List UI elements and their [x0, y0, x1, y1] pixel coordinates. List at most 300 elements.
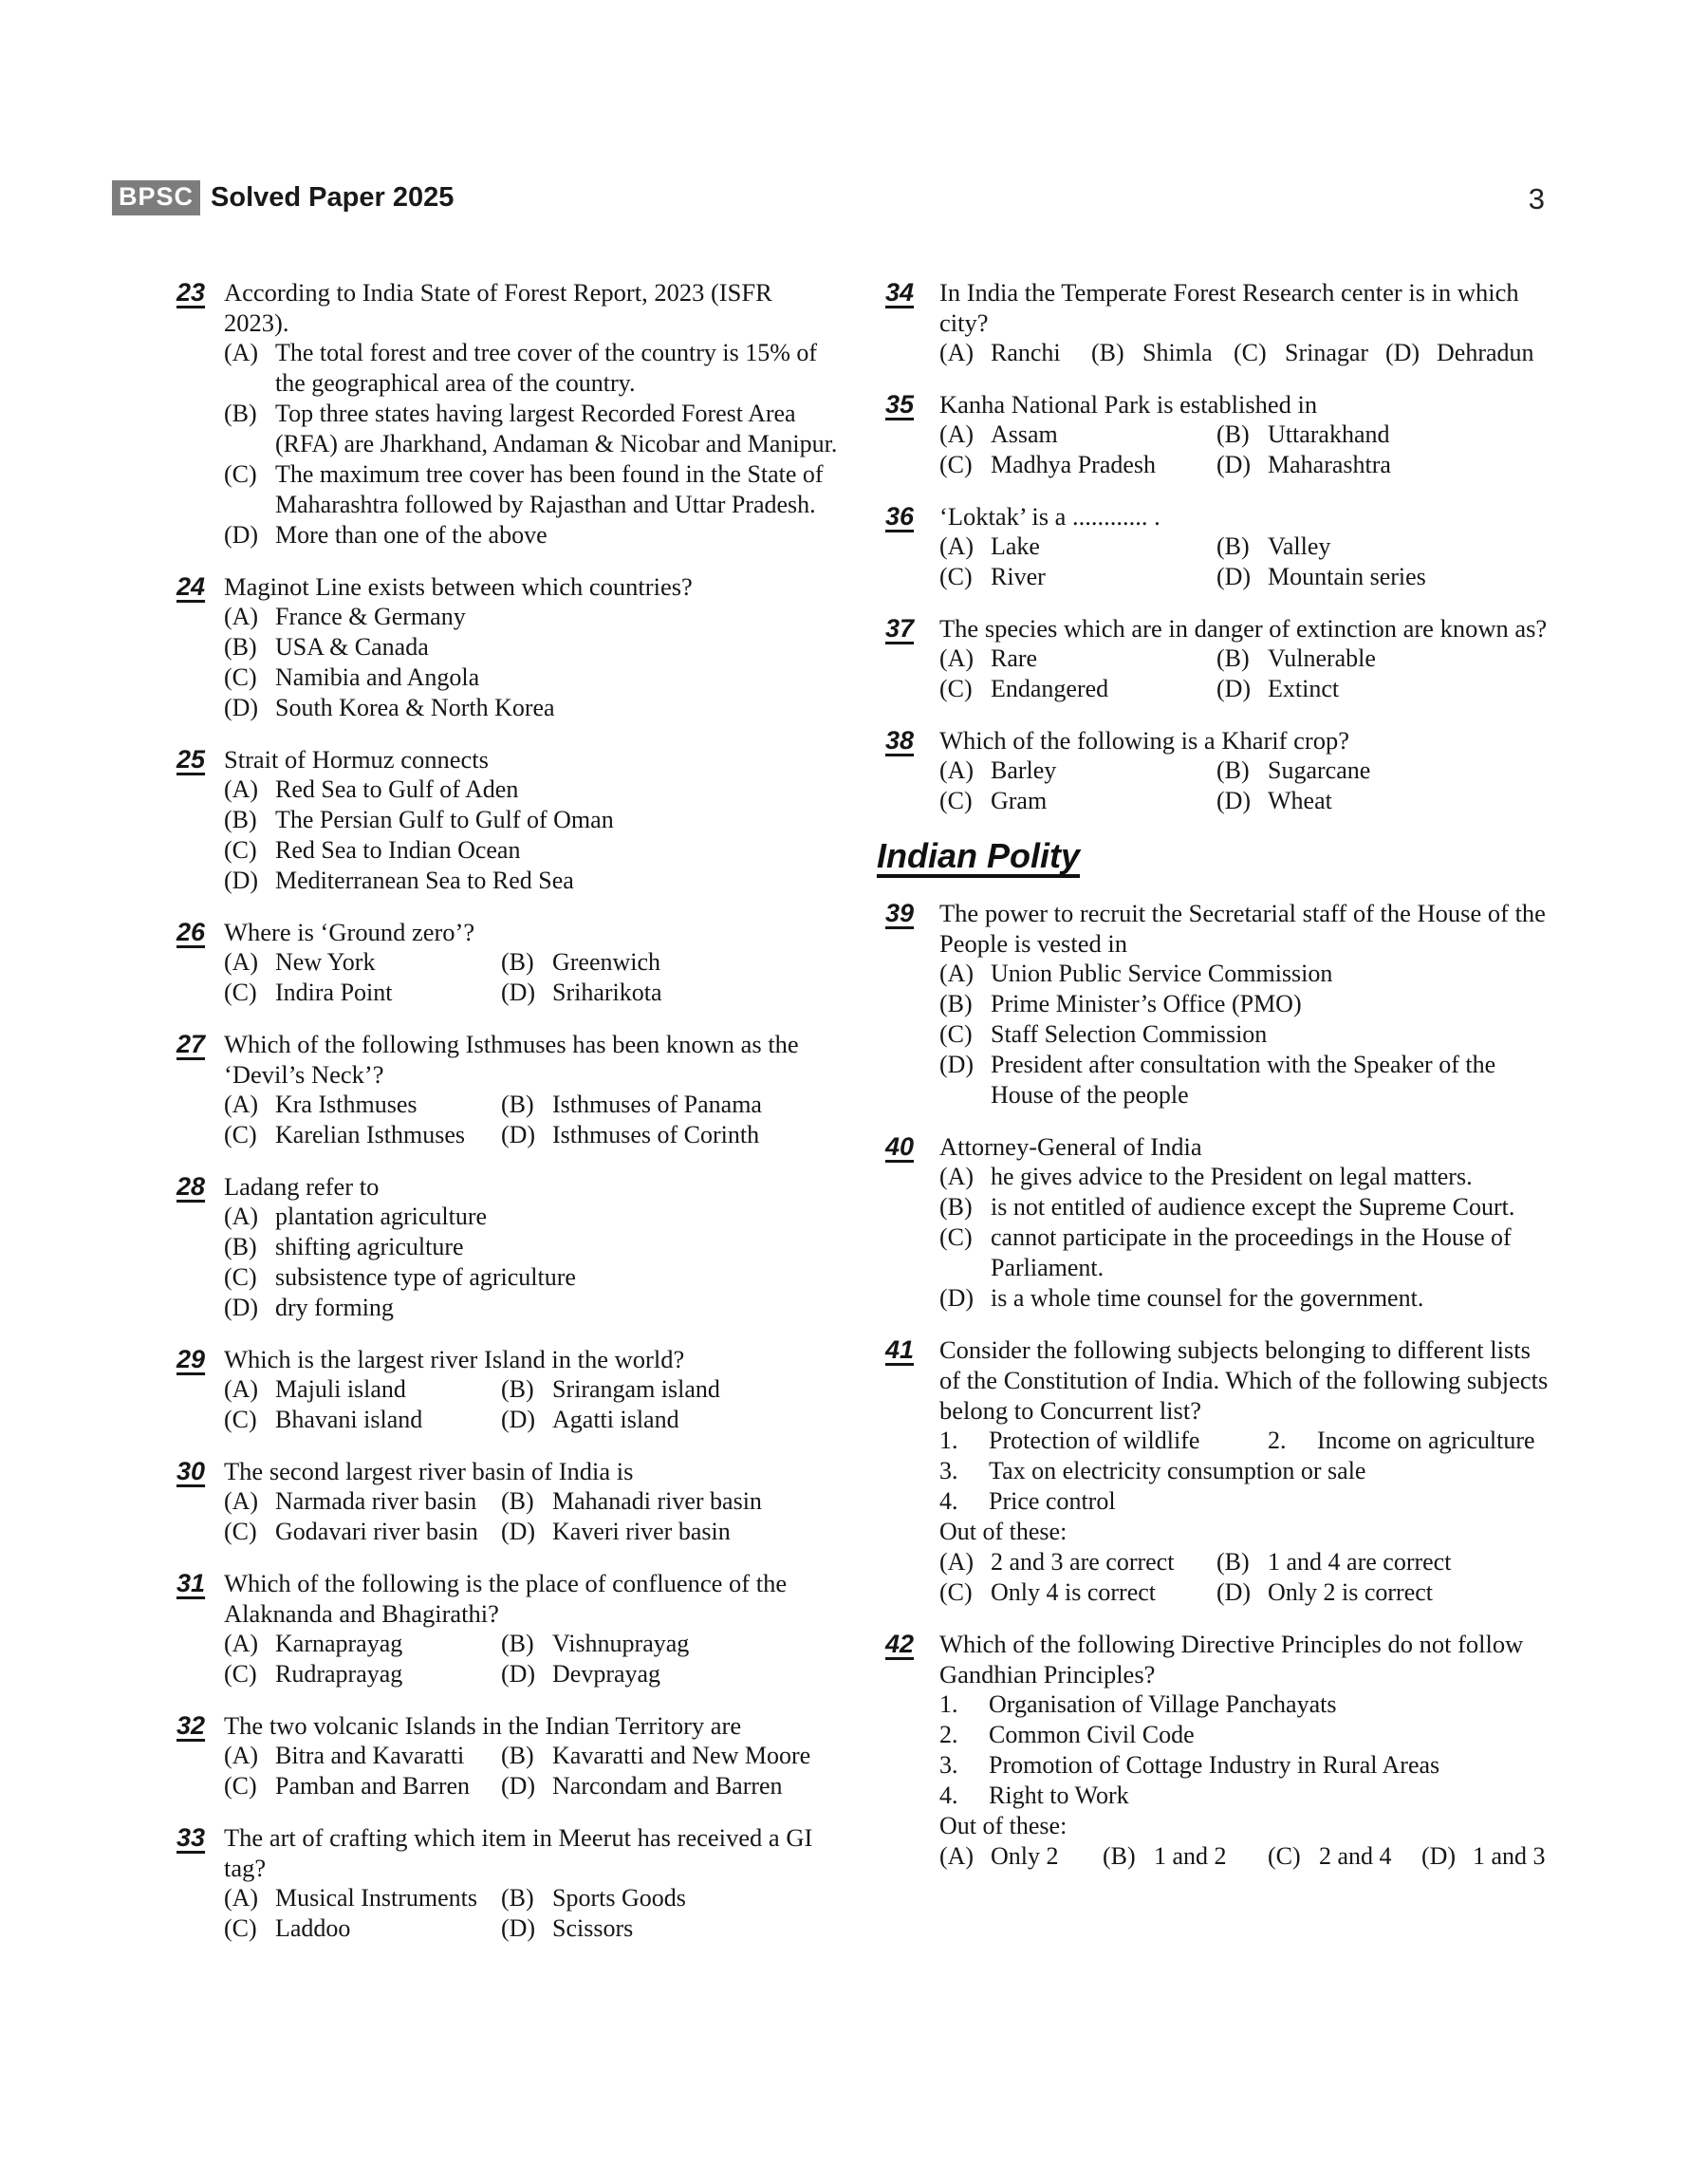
- option-text: Sports Goods: [552, 1884, 686, 1912]
- option-label: (A): [939, 420, 975, 448]
- option-text: Kaveri river basin: [552, 1518, 731, 1545]
- question-text: Kanha National Park is established in: [939, 390, 1318, 419]
- option-A: [939, 420, 1216, 450]
- option-text: Srinagar: [1285, 339, 1369, 366]
- option-label: (A): [939, 1842, 975, 1870]
- option-label: (C): [939, 451, 973, 478]
- option-text: 2 and 4: [1319, 1842, 1392, 1870]
- list-item-text: Promotion of Cottage Industry in Rural Areas: [989, 1751, 1440, 1779]
- option-label: (B): [1216, 532, 1250, 560]
- options: [224, 774, 841, 896]
- option-text: plantation agriculture: [275, 1203, 488, 1230]
- options: [224, 947, 841, 1008]
- question-number: 36: [885, 502, 915, 531]
- question-body: [224, 1171, 841, 1323]
- option-D: [1216, 674, 1555, 704]
- question-text: ‘Loktak’ is a ............ .: [939, 502, 1160, 531]
- option-text: Bitra and Kavaratti: [275, 1742, 465, 1769]
- list-row: [939, 1486, 1555, 1517]
- option-label: (A): [224, 1742, 259, 1769]
- option-label: (C): [224, 460, 257, 488]
- option-text: Rudraprayag: [275, 1660, 403, 1688]
- option-A: [224, 1741, 501, 1771]
- page-header: [112, 180, 454, 215]
- option-text: Kavaratti and New Moore: [552, 1742, 811, 1769]
- option-A: [224, 1202, 841, 1232]
- question-text: Which of the following is a Kharif crop?: [939, 726, 1349, 755]
- option-text: Wheat: [1268, 787, 1332, 814]
- option-text: Devprayag: [552, 1660, 661, 1688]
- option-text: Kra Isthmuses: [275, 1091, 418, 1118]
- option-B: [1216, 420, 1555, 450]
- option-text: Dehradun: [1437, 339, 1534, 366]
- question-body: [939, 613, 1555, 704]
- question-text: Strait of Hormuz connects: [224, 745, 489, 774]
- option-text: Isthmuses of Corinth: [552, 1121, 760, 1148]
- list-row: [939, 1426, 1555, 1456]
- question-35: [885, 389, 1555, 480]
- option-label: (B): [1216, 420, 1250, 448]
- question-text: Consider the following subjects belonging to different lists of the Constitution of India. Which of the following subjects belong to Concurrent list?: [939, 1335, 1549, 1425]
- question-36: [885, 501, 1555, 592]
- option-text: New York: [275, 948, 376, 976]
- option-label: (B): [501, 948, 534, 976]
- option-text: Laddoo: [275, 1914, 351, 1942]
- option-D: [501, 1913, 841, 1944]
- option-text: USA & Canada: [275, 633, 429, 661]
- option-C: [224, 1771, 501, 1801]
- option-text: Ranchi: [991, 339, 1061, 366]
- option-A: [939, 338, 1091, 368]
- option-text: Red Sea to Gulf of Aden: [275, 775, 519, 803]
- option-text: cannot participate in the proceedings in the House of Parliament.: [991, 1223, 1512, 1281]
- options: [939, 756, 1555, 816]
- option-D: [939, 1050, 1555, 1110]
- option-label: (A): [939, 644, 975, 672]
- option-label: (C): [939, 787, 973, 814]
- question-text: According to India State of Forest Report, 2023 (ISFR 2023).: [224, 278, 772, 337]
- option-B: [224, 1232, 841, 1262]
- question-body: [224, 1710, 841, 1801]
- option-label: (D): [501, 1660, 536, 1688]
- option-label: (D): [224, 694, 259, 721]
- option-label: (B): [1091, 339, 1124, 366]
- option-C: [224, 1120, 501, 1150]
- question-number: 27: [176, 1030, 206, 1058]
- option-A: [939, 959, 1555, 989]
- question-38: [885, 725, 1555, 816]
- option-label: (B): [224, 1233, 257, 1260]
- question-39: [885, 898, 1555, 1110]
- option-text: Mediterranean Sea to Red Sea: [275, 867, 574, 894]
- question-42: [885, 1629, 1555, 1872]
- bpsc-badge: BPSC: [112, 180, 200, 215]
- option-label: (B): [501, 1884, 534, 1912]
- option-B: [501, 1374, 841, 1405]
- list-item-number: 3.: [939, 1457, 958, 1484]
- question-27: [176, 1029, 841, 1150]
- option-D: [224, 866, 841, 896]
- option-A: [224, 1629, 501, 1659]
- option-D: [224, 1293, 841, 1323]
- option-text: 1 and 3: [1473, 1842, 1546, 1870]
- question-number: 26: [176, 918, 206, 946]
- option-A: [224, 338, 841, 399]
- question-number: 42: [885, 1630, 915, 1658]
- option-text: Mahanadi river basin: [552, 1487, 762, 1515]
- options: [224, 1090, 841, 1150]
- option-label: (A): [224, 1487, 259, 1515]
- option-C: [224, 1913, 501, 1944]
- list-item-text: Organisation of Village Panchayats: [989, 1690, 1337, 1718]
- option-label: (D): [501, 1914, 536, 1942]
- option-text: Bhavani island: [275, 1406, 423, 1433]
- option-text: 1 and 4 are correct: [1268, 1548, 1452, 1576]
- option-label: (D): [1216, 563, 1252, 590]
- option-C: [939, 1019, 1555, 1050]
- question-40: [885, 1131, 1555, 1314]
- question-number: 32: [176, 1711, 206, 1740]
- option-text: Only 4 is correct: [991, 1578, 1157, 1606]
- option-C: [939, 786, 1216, 816]
- question-25: [176, 744, 841, 896]
- option-label: (C): [224, 836, 257, 864]
- list-item-number: 4.: [939, 1487, 958, 1515]
- option-text: Musical Instruments: [275, 1884, 478, 1912]
- question-33: [176, 1822, 841, 1944]
- option-D: [224, 520, 841, 550]
- option-A: [224, 947, 501, 978]
- option-label: (A): [224, 339, 259, 366]
- options: [224, 1883, 841, 1944]
- option-label: (B): [1216, 756, 1250, 784]
- option-text: Assam: [991, 420, 1058, 448]
- list-item-number: 1.: [939, 1690, 958, 1718]
- option-D: [501, 1771, 841, 1801]
- option-label: (B): [501, 1375, 534, 1403]
- options: [224, 602, 841, 723]
- option-text: dry forming: [275, 1294, 394, 1321]
- list-item-text: Tax on electricity consumption or sale: [989, 1457, 1366, 1484]
- option-label: (C): [224, 1660, 257, 1688]
- option-text: Isthmuses of Panama: [552, 1091, 762, 1118]
- option-label: (D): [501, 979, 536, 1006]
- question-number: 41: [885, 1335, 915, 1364]
- option-D: [501, 1405, 841, 1435]
- option-C: [224, 662, 841, 693]
- option-label: (D): [1216, 1578, 1252, 1606]
- option-A: [224, 1486, 501, 1517]
- option-label: (D): [501, 1121, 536, 1148]
- list-item: [939, 1720, 1555, 1750]
- option-label: (A): [939, 756, 975, 784]
- option-text: Pamban and Barren: [275, 1772, 471, 1800]
- list-row: [939, 1689, 1555, 1720]
- option-C: [939, 1222, 1555, 1283]
- option-C: [1234, 338, 1385, 368]
- options: [939, 1841, 1555, 1872]
- question-body: [939, 501, 1555, 592]
- option-text: Uttarakhand: [1268, 420, 1390, 448]
- question-body: [224, 277, 841, 550]
- section-heading: Indian Polity: [877, 836, 1081, 875]
- option-label: (B): [224, 806, 257, 833]
- list-item-number: 4.: [939, 1782, 958, 1809]
- question-text: Which of the following Directive Principles do not follow Gandhian Principles?: [939, 1630, 1524, 1689]
- option-B: [1216, 644, 1555, 674]
- option-B: [224, 632, 841, 662]
- option-text: South Korea & North Korea: [275, 694, 555, 721]
- option-C: [224, 978, 501, 1008]
- question-text: The two volcanic Islands in the Indian Territory are: [224, 1711, 742, 1740]
- option-A: [224, 1883, 501, 1913]
- question-body: [939, 1629, 1555, 1872]
- list-item-number: 2.: [1268, 1427, 1287, 1454]
- option-label: (C): [939, 675, 973, 702]
- option-A: [224, 774, 841, 805]
- question-number: 39: [885, 899, 915, 927]
- option-B: [224, 805, 841, 835]
- question-text: Maginot Line exists between which countries?: [224, 572, 693, 601]
- question-text: The art of crafting which item in Meerut has received a GI tag?: [224, 1823, 813, 1882]
- question-text: Which of the following Isthmuses has been known as the ‘Devil’s Neck’?: [224, 1030, 799, 1089]
- list-item-text: Right to Work: [989, 1782, 1129, 1809]
- option-B: [1091, 338, 1234, 368]
- option-label: (C): [1234, 339, 1267, 366]
- option-text: Vishnuprayag: [552, 1630, 690, 1657]
- options: [224, 1202, 841, 1323]
- option-text: The maximum tree cover has been found in the State of Maharashtra followed by Rajasthan and Uttar Pradesh.: [275, 460, 824, 518]
- option-text: Godavari river basin: [275, 1518, 478, 1545]
- option-text: he gives advice to the President on legal matters.: [991, 1163, 1473, 1190]
- option-C: [224, 1262, 841, 1293]
- option-label: (B): [501, 1487, 534, 1515]
- question-37: [885, 613, 1555, 704]
- options: [224, 1374, 841, 1435]
- question-body: [939, 725, 1555, 816]
- option-B: [501, 1629, 841, 1659]
- option-text: Indira Point: [275, 979, 393, 1006]
- option-text: Madhya Pradesh: [991, 451, 1157, 478]
- option-text: shifting agriculture: [275, 1233, 464, 1260]
- column-left: [176, 277, 841, 1965]
- option-label: (A): [224, 603, 259, 630]
- question-34: [885, 277, 1555, 368]
- list-item: [939, 1486, 1555, 1517]
- options: [224, 1741, 841, 1801]
- question-text: Attorney-General of India: [939, 1132, 1202, 1161]
- question-32: [176, 1710, 841, 1801]
- option-A: [224, 602, 841, 632]
- option-label: (D): [501, 1772, 536, 1800]
- option-label: (B): [939, 990, 973, 1017]
- option-text: Karelian Isthmuses: [275, 1121, 466, 1148]
- option-C: [224, 1659, 501, 1689]
- question-body: [939, 1131, 1555, 1314]
- options: [939, 644, 1555, 704]
- option-B: [1216, 1547, 1555, 1577]
- option-C: [1268, 1841, 1421, 1872]
- question-body: [939, 389, 1555, 480]
- option-label: (D): [1421, 1842, 1457, 1870]
- question-24: [176, 571, 841, 723]
- option-label: (D): [224, 867, 259, 894]
- option-A: [939, 532, 1216, 562]
- option-text: Scissors: [552, 1914, 634, 1942]
- option-label: (C): [224, 1263, 257, 1291]
- option-B: [224, 399, 841, 459]
- option-text: President after consultation with the Speaker of the House of the people: [991, 1051, 1496, 1109]
- option-text: 2 and 3 are correct: [991, 1548, 1175, 1576]
- question-body: [224, 1029, 841, 1150]
- option-text: France & Germany: [275, 603, 466, 630]
- list-item-number: 2.: [939, 1721, 958, 1748]
- option-text: is a whole time counsel for the government.: [991, 1284, 1424, 1312]
- option-D: [1421, 1841, 1555, 1872]
- option-text: Staff Selection Commission: [991, 1020, 1268, 1048]
- option-text: Vulnerable: [1268, 644, 1376, 672]
- option-B: [939, 1192, 1555, 1222]
- list-row: [939, 1720, 1555, 1750]
- option-label: (C): [939, 1020, 973, 1048]
- question-number: 40: [885, 1132, 915, 1161]
- list-row: [939, 1456, 1555, 1486]
- option-label: (A): [939, 339, 975, 366]
- option-label: (A): [224, 1630, 259, 1657]
- option-label: (D): [1216, 787, 1252, 814]
- question-29: [176, 1344, 841, 1435]
- option-C: [939, 674, 1216, 704]
- question-text: The species which are in danger of extinction are known as?: [939, 614, 1548, 643]
- option-A: [939, 644, 1216, 674]
- option-A: [939, 1841, 1103, 1872]
- list-item-text: Protection of wildlife: [989, 1427, 1200, 1454]
- option-text: Narmada river basin: [275, 1487, 477, 1515]
- option-A: [939, 756, 1216, 786]
- options: [224, 338, 841, 550]
- page-number: 3: [1528, 182, 1545, 215]
- option-label: (C): [224, 1772, 257, 1800]
- options: [939, 420, 1555, 480]
- option-text: Valley: [1268, 532, 1331, 560]
- option-C: [939, 1577, 1216, 1608]
- question-body: [224, 744, 841, 896]
- option-D: [1216, 786, 1555, 816]
- option-label: (A): [224, 1375, 259, 1403]
- option-text: Srirangam island: [552, 1375, 720, 1403]
- option-label: (D): [501, 1406, 536, 1433]
- list-item-text: Income on agriculture: [1317, 1427, 1535, 1454]
- option-label: (A): [939, 960, 975, 987]
- question-text: The second largest river basin of India is: [224, 1457, 634, 1485]
- question-number: 28: [176, 1172, 206, 1201]
- question-body: [939, 898, 1555, 1110]
- option-text: Mountain series: [1268, 563, 1426, 590]
- paper-title: Solved Paper 2025: [211, 182, 455, 213]
- list-row: [939, 1781, 1555, 1811]
- question-body: [224, 917, 841, 1008]
- option-C: [939, 450, 1216, 480]
- option-text: Greenwich: [552, 948, 661, 976]
- options: [939, 338, 1555, 368]
- question-body: [224, 571, 841, 723]
- option-D: [501, 1517, 841, 1547]
- option-label: (A): [224, 775, 259, 803]
- option-text: Rare: [991, 644, 1038, 672]
- question-body: [224, 1456, 841, 1547]
- question-text: Which is the largest river Island in the world?: [224, 1345, 685, 1373]
- option-B: [501, 947, 841, 978]
- option-label: (A): [224, 948, 259, 976]
- question-30: [176, 1456, 841, 1547]
- list-item: [939, 1781, 1555, 1811]
- question-28: [176, 1171, 841, 1323]
- question-number: 35: [885, 390, 915, 419]
- options: [939, 532, 1555, 592]
- option-label: (D): [224, 521, 259, 549]
- list-item: [939, 1689, 1555, 1720]
- option-label: (D): [501, 1518, 536, 1545]
- option-B: [501, 1090, 841, 1120]
- option-label: (A): [939, 1163, 975, 1190]
- option-label: (C): [224, 1518, 257, 1545]
- question-number: 30: [176, 1457, 206, 1485]
- option-text: Lake: [991, 532, 1040, 560]
- option-label: (A): [939, 532, 975, 560]
- option-text: Shimla: [1142, 339, 1213, 366]
- option-text: Narcondam and Barren: [552, 1772, 783, 1800]
- option-text: subsistence type of agriculture: [275, 1263, 576, 1291]
- option-label: (D): [939, 1051, 975, 1078]
- list-item-number: 3.: [939, 1751, 958, 1779]
- option-text: Karnaprayag: [275, 1630, 403, 1657]
- option-A: [939, 1547, 1216, 1577]
- option-B: [1216, 756, 1555, 786]
- option-text: Sriharikota: [552, 979, 662, 1006]
- options: [224, 1629, 841, 1689]
- option-label: (D): [224, 1294, 259, 1321]
- option-B: [501, 1486, 841, 1517]
- option-text: Top three states having largest Recorded Forest Area (RFA) are Jharkhand, Andaman & Nicobar and Manipur.: [275, 400, 838, 457]
- option-label: (D): [1216, 675, 1252, 702]
- option-A: [939, 1162, 1555, 1192]
- option-text: Gram: [991, 787, 1048, 814]
- list-row: [939, 1750, 1555, 1781]
- option-text: The total forest and tree cover of the country is 15% of the geographical area of the country.: [275, 339, 818, 397]
- option-label: (B): [501, 1091, 534, 1118]
- option-label: (C): [939, 1578, 973, 1606]
- list-item: [939, 1750, 1555, 1781]
- question-number: 25: [176, 745, 206, 774]
- question-text: The power to recruit the Secretarial staff of the House of the People is vested in: [939, 899, 1546, 958]
- question-41: [885, 1334, 1555, 1608]
- option-text: Agatti island: [552, 1406, 679, 1433]
- option-label: (D): [1216, 451, 1252, 478]
- question-body: [224, 1822, 841, 1944]
- option-text: Only 2: [991, 1842, 1059, 1870]
- option-D: [1216, 450, 1555, 480]
- option-label: (C): [224, 1406, 257, 1433]
- option-label: (C): [224, 1121, 257, 1148]
- option-D: [224, 693, 841, 723]
- option-label: (B): [1216, 644, 1250, 672]
- options: [224, 1486, 841, 1547]
- option-text: Red Sea to Indian Ocean: [275, 836, 521, 864]
- option-B: [501, 1741, 841, 1771]
- option-text: Prime Minister’s Office (PMO): [991, 990, 1302, 1017]
- option-text: Endangered: [991, 675, 1109, 702]
- option-C: [939, 562, 1216, 592]
